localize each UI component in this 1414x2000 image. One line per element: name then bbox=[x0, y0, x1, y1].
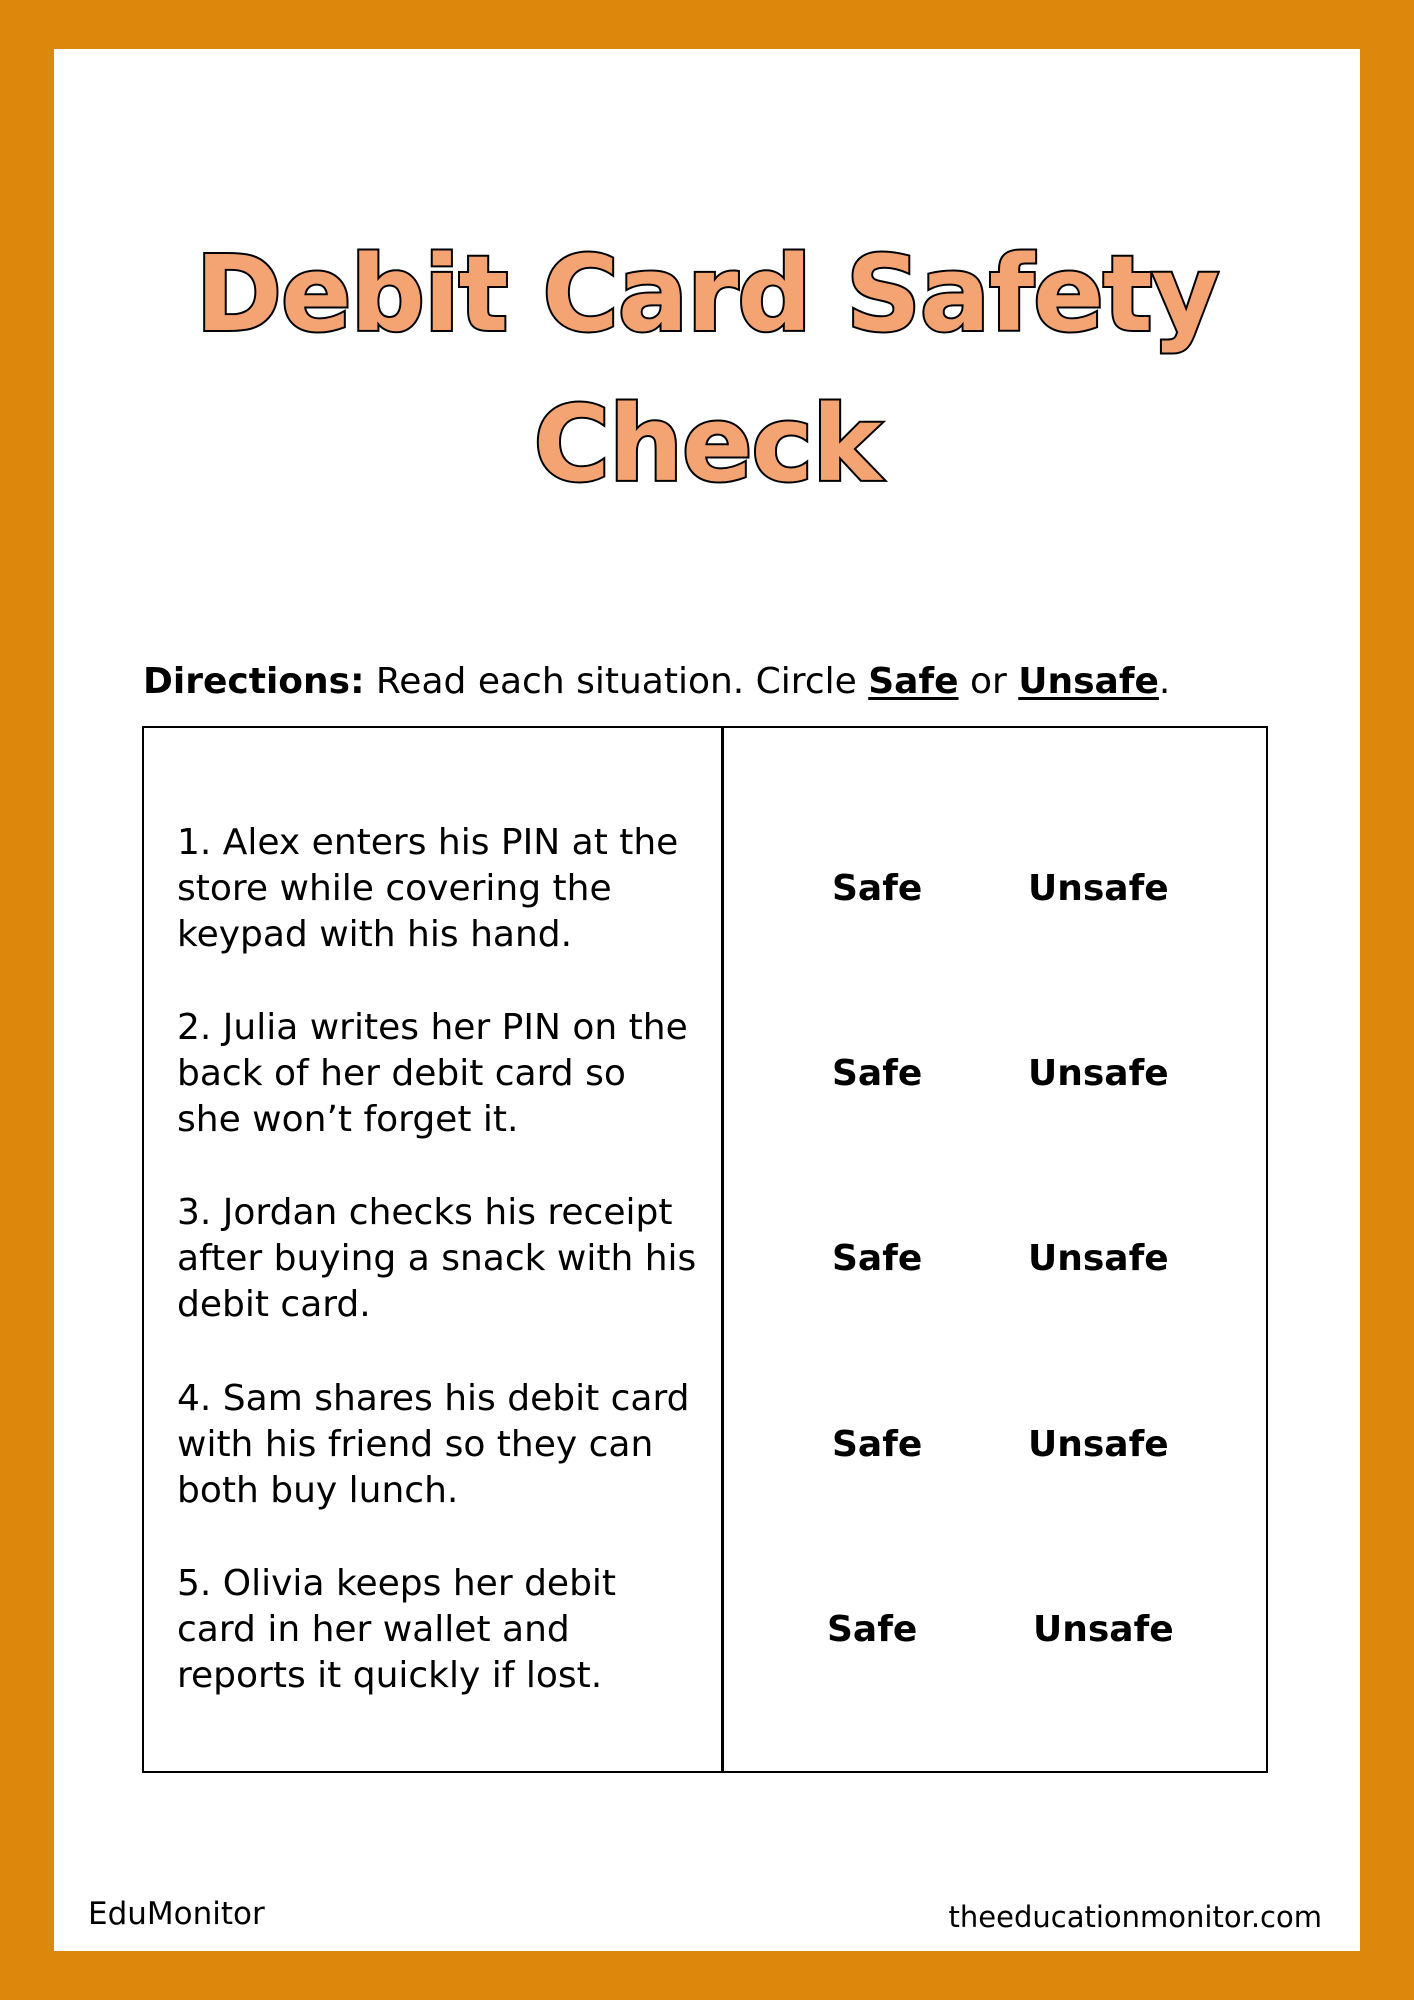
footer-brand: EduMonitor bbox=[88, 1896, 265, 1932]
situation-text: 5. Olivia keeps her debit card in her wallet and reports it quickly if lost. bbox=[177, 1563, 617, 1696]
situations-table bbox=[142, 726, 1268, 1773]
title-line-2: Check bbox=[533, 383, 881, 505]
unsafe-option[interactable]: Unsafe bbox=[1033, 1609, 1174, 1650]
unsafe-option[interactable]: Unsafe bbox=[1028, 868, 1169, 909]
directions-safe: Safe bbox=[868, 661, 959, 702]
safe-option[interactable]: Safe bbox=[832, 1238, 923, 1279]
situation-text: 3. Jordan checks his receipt after buying a snack with his debit card. bbox=[177, 1192, 697, 1325]
safe-option[interactable]: Safe bbox=[832, 1053, 923, 1094]
worksheet-page bbox=[54, 49, 1360, 1951]
table-row bbox=[144, 1561, 1266, 1701]
unsafe-option[interactable]: Unsafe bbox=[1028, 1238, 1169, 1279]
situation-text: 4. Sam shares his debit card with his friend so they can both buy lunch. bbox=[177, 1378, 690, 1511]
table-row bbox=[144, 820, 1266, 960]
directions-connector: or bbox=[958, 661, 1019, 702]
table-row bbox=[144, 1190, 1266, 1330]
directions-text: Read each situation. Circle bbox=[364, 661, 869, 702]
table-row bbox=[144, 1376, 1266, 1516]
unsafe-option[interactable]: Unsafe bbox=[1028, 1053, 1169, 1094]
table-row bbox=[144, 1005, 1266, 1145]
directions-unsafe: Unsafe bbox=[1018, 661, 1159, 702]
footer-website: theeducationmonitor.com bbox=[948, 1900, 1322, 1934]
directions-end: . bbox=[1158, 661, 1171, 702]
safe-option[interactable]: Safe bbox=[832, 1424, 923, 1465]
directions-label: Directions: bbox=[143, 661, 365, 702]
directions bbox=[143, 657, 1170, 707]
page-title bbox=[54, 219, 1360, 519]
situation-text: 2. Julia writes her PIN on the back of her debit card so she won’t forget it. bbox=[177, 1007, 688, 1140]
safe-option[interactable]: Safe bbox=[832, 868, 923, 909]
safe-option[interactable]: Safe bbox=[827, 1609, 918, 1650]
unsafe-option[interactable]: Unsafe bbox=[1028, 1424, 1169, 1465]
situation-text: 1. Alex enters his PIN at the store while covering the keypad with his hand. bbox=[177, 822, 679, 955]
title-line-1: Debit Card Safety bbox=[195, 233, 1219, 355]
